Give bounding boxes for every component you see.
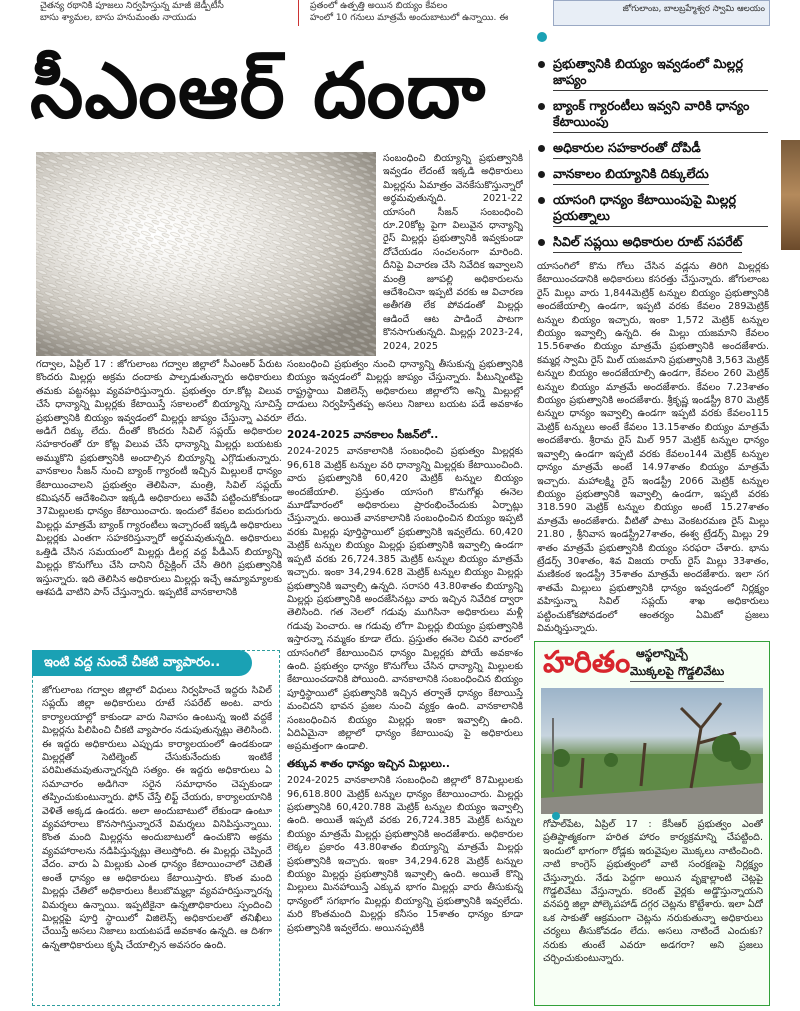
highlight-item: యాసంగి ధాన్యం కేటాయింపుపై మిల్లర్ల ప్రయత్నాలు [538, 192, 768, 227]
highlight-item: బ్యాంక్ గ్యారంటీలు ఇవ్వని వారికి ధాన్యం కేటాయింపు [538, 98, 768, 133]
top-divider [298, 0, 299, 26]
highlight-item: సివిల్ సప్లయి అధికారుల రూట్ సపరేట్ [538, 234, 768, 253]
headline: సీఎంఆర్ దందా [30, 46, 487, 135]
para-mid-1: సంబంధించి ప్రభుత్వం నుంచి ధాన్యాన్ని తీసుకున్న ప్రభుత్వానికి బియ్యం ఇవ్వడంలో మిల్లర్లు జాప్యం చేస్తున్నారు. పీటున్నింటిపై రాష్ట్రస్థాయి విజిలెన్స్ అధికారులు జిల్లాలోని అన్ని మిల్లుల్లో దాడులు నిర్వహిస్తేతప్ప అసలు నిజాలు బయట పడే అవకాశం లేదు. [287, 359, 523, 424]
highlight-item: వానకాలం బియ్యానికి దిక్కులేదు [538, 166, 768, 185]
top-mid-text: ప్రతంలో ఉత్పత్తి అయిన బియ్యం కేవలం హంలో 10 గనులు మాత్రమే అందుబాటులో ఉన్నాయి. ఈ [310, 1, 509, 23]
article-col-left: గద్వాల, ఏప్రిల్ 17 : జోగులాంబ గద్వాల జిల్లాలో సీఎంఆర్ పేరుట కొందరు మిల్లర్లు అక్రమ దందాకు పాల్పడుతున్నారు అధికారులు తమకు పట్టనట్లు వ్యవహరిస్తున్నారు. ప్రభుత్వం రూ.కోట్ల విలువ చేసే ధాన్యాన్ని మిల్లర్లకు కేటాయిస్తే సకాలంలో బియ్యాన్ని సూచిస్తే ప్రభుత్వానికి బియ్యం ఇవ్వడంలో మిల్లర్లు జాప్యం చేస్తున్నా ఎవరూ అడిగే దిక్కు లేదు. దీంతో కొందరు సివిల్ సప్లయ్ అధికారుల సహకారంతో రూ కోట్ల విలువ చేసే ధాన్యాన్ని మిల్లర్లు బయటకు అమ్ముకొని ప్రభుత్వానికి అందాల్సిన బియ్యాన్ని ఎగ్గొడుతున్నారు. వానకాలం సీజన్ నుంచి బ్యాంక్ గ్యారంటీ ఇచ్చిన మిల్లులకే ధాన్యం కేటాయించాలని ప్రభుత్వం తెలిపినా, మంత్రి, సివిల్ సప్లయ్ కమిషనర్ ఆదేశించినా ఇక్కడి అధికారులు అవేవీ పట్టించుకోకుండా 37మిల్లులకు ధాన్యం కేటాయించారు. ఇందులో కేవలం ఐదురుగురు మిల్లర్లు మాత్రమే బ్యాంక్ గ్యారంటీలు ఇచ్చారంటే ఇక్కడి అధికారులు మిల్లర్లకు ఎంతగా సహకరిస్తున్నారో అర్థమవుతున్నది. అధికారులు ఒత్తిడి చేసిన సమయంలో మిల్లర్లు డీలర్ల వద్ద పీడీఎస్ బియ్యాన్ని మిల్లర్లు కొనుగోలు చేసి దానిని రీసైక్లింగ్ చేసి తిరిగి ప్రభుత్వానికి ఇస్తున్నారు. ఇది తెలిసిన అధికారులు మిల్లర్లు ఇచ్చే ఆమ్యామ్యాలకు ఆశపడి వాటిని పాస్ చేస్తున్నారు. ఇప్పటికే వానకాలానికి [36, 359, 282, 598]
article-col-right: యాసంగిలో కొను గోలు చేసిన వడ్లను తిరిగి మిల్లర్లకు కేటాయించడానికి అధికారులు కసరత్తు చేస్తున్నారు. జోగులాంబ రైస్ మిల్లు వారు 1,844మెట్రిక్ టన్నుల బియ్యం ప్రభుత్వానికి అందజేయాల్సి ఉండగా, ఇప్పటి వరకు కేవలం 289మెట్రిక్ టన్నుల బియ్యం ఇచ్చారు, ఇంకా 1,572 మెట్రిక్ టన్నుల బియ్యం ఇవ్వాల్సి ఉన్నది. ఈ మిల్లు యజమాని కేవలం 15.56శాతం బియ్యం మాత్రమే ప్రభుత్వానికి అందజేశారు. కమ్మర్ల స్వామి రైస్ మిల్ యజమాని ప్రభుత్వానికి 3,563 మెట్రిక్ టన్నుల బియ్యం అందజేయాల్సి ఉండగా, కేవలం 260 మెట్రిక్ టన్నుల బియ్యం మాత్రమే అందజేశారు. కేవలం 7.23శాతం బియ్యం ప్రభుత్వానికి అందజేశారు. శ్రీకృష్ణ ఇండస్ట్రీ 870 మెట్రిక్ టన్నుల ధాన్యం ఇవ్వాల్సి ఉండగా ఇప్పటి వరకు కేవలం115 మెట్రిక్ టన్నులు అంటే కేవలం 13.15శాతం బియ్యం మాత్రమే అందజేశారు. శ్రీరామ రైస్ మిల్ 957 మెట్రిక్ టన్నుల ధాన్యం ఇవ్వాల్సి ఉండగా ఇప్పటి వరకు కేవలం144 మెట్రిక్ టన్నుల ధాన్యం మాత్రమే అంటే 14.97శాతం బియ్యం మాత్రమే ఇచ్చారు. మహాలక్ష్మి రైస్ ఇండస్ట్రీ 2066 మెట్రిక్ టన్నుల బియ్యం ప్రభుత్వానికి ఇవ్వాల్సి ఉండగా, ఇప్పటి వరకు 318.590 మెట్రిక్ టన్నుల బియ్యం అంటే 15.27శాతం మాత్రమే అందజేశారు. వీటితో పాటు వెంకటరమణ రైస్ మిల్లు 21.80 , శ్రీనివాస ఇండస్ట్రీ27శాతం, ఈశ్వ ట్రేడర్స్ మిల్లు 29 శాతం మాత్రమే ప్రభుత్వానికి బియ్యం సరఫరా చేశారు. భాను ట్రేడర్స్ 30శాతం, శివ విజయ రాయ్ రైస్ మిల్లు 33శాతం, మణికంఠ ఇండస్ట్రీ 35శాతం మాత్రమే అందజేశారు. ఇలా సగ శాతమే మిల్లులు ప్రభుత్వానికి ధాన్యం ఇవ్వడంలో నిర్లక్ష్యం వహిస్తున్నా సివిల్ సప్లయ్ శాఖ అధికారులు పట్టించుకోకపోవడంలో ఆంతర్యం ఏమిటో ప్రజలు విమర్శిస్తున్నారు. [537, 261, 769, 634]
top-right-image [553, 0, 770, 26]
bullet-icon [538, 145, 545, 152]
highlight-item: అధికారుల సహకారంతో దోపిడీ [538, 140, 768, 159]
trees-illustration [541, 688, 763, 814]
bullet-icon [538, 197, 545, 204]
article-col-mid-top: సంబంధించి బియ్యాన్ని ప్రభుత్వానికి ఇవ్వడం లేదంటే ఇక్కడి అధికారులు మిల్లర్లను ఏమాత్రం వెనకేసుకొస్తున్నారో అర్థమవుతున్నది. 2021-22 యాసంగి సీజన్ సంబంధించి రూ.20కోట్ల పైగా విలువైన ధాన్యాన్ని రైస్ మిల్లర్లు ప్రభుత్వానికి ఇవ్వకుండా దోచేయడం సంచలనంగా మారింది. దీనిపై విచారణ చేసి నివేదిక ఇవ్వాలని మంత్రి జూపల్లి అధికారులను ఆదేశించినా ఇప్పటి వరకు ఆ విచారణ అతీగతి లేక పోవడంతో మిల్లర్లు ఆడిందే ఆట పాడిందే పాటగా కొనసాగుతున్నది. మిల్లర్లు 2023-24, 2024, 2025 [383, 153, 523, 352]
column-rule [529, 150, 530, 640]
edge-image [781, 140, 800, 250]
green-feature-text: గోపాల్‌పేట, ఏప్రిల్ 17 : కేసీఆర్ ప్రభుత్వం ఎంతో ప్రతిష్టాత్మకంగా హరిత హారం కార్యక్రమాన్ని చేపట్టింది. ఇందులో భాగంగా రోడ్లకు ఇరువైపుల మొక్కలు నాటించింది. నాటి కాంగ్రెస్ ప్రభుత్వంలో వాటి సంరక్షణపై నిర్లక్ష్యం చేస్తున్నారు. నేడు పెద్దగా అయిన వృక్షాల్లాంటి చెట్లపై గొడ్డలివేటు వేస్తున్నారు. కరెంట్ వైర్లకు అడ్డొస్తున్నాయని వనపర్తి జిల్లా పోల్కెపహాడ్ దగ్గర చెట్లను కొట్టేశారు. ఇలా ఏదో ఒక సాకుతో ఆక్రమంగా చెట్లను నరుకుతున్నా అధికారులు చర్యలు తీసుకోవడం లేదు. అసలు నాటిందే ఎందుకు? నరుకు తుంటే ఎవరూ అడగరా? అని ప్రజలు చర్చించుకుంటున్నారు. [543, 819, 763, 965]
para-mid-3: 2024-2025 వానకాలానికి సంబంధించి జిల్లాలో 87మిల్లులకు 96,618.800 మెట్రిక్ టన్నుల ధాన్యం కేటాయించారు. మిల్లర్లు ప్రభుత్వానికి 60,420.788 మెట్రిక్ టన్నుల బియ్యం ఇవ్వాల్సి ఉంది. అయితే ఇప్పటి వరకు 26,724.385 మెట్రిక్ టన్నుల బియ్యం మాత్రమే మిల్లర్లు ప్రభుత్వానికి అందజేశారు. అధికారుల లెక్కల ప్రకారం 43.80శాతం బియ్యాన్ని మాత్రమే మిల్లర్లు ప్రభుత్వానికి ఇచ్చారు. ఇంకా 34,294.628 మెట్రిక్ టన్నుల బియ్యం మిల్లర్లు ప్రభుత్వానికి ఇవ్వాల్సి ఉంది. అయితే కొన్ని మిల్లులు మినహాయిస్తే ఎక్కువ భాగం మిల్లర్లు వారు తీసుకున్న ధాన్యంలో సగభాగం మిల్లర్లు బియ్యాన్ని ప్రభుత్వానికి ఇవ్వలేదు. మరి కొంతమంది మిల్లర్లు కనీసం 15శాతం ధాన్యం కూడా ప్రభుత్వానికి ఇవ్వలేదు. అయినప్పటికీ [287, 775, 523, 934]
felled-trees-photo [541, 688, 763, 814]
top-left-caption: చైతన్య రథానికి పూజలు నిర్వహిస్తున్న మాజీ జెడ్పీటీసీ బాసు శ్యామల, బాసు హనుమంతు నాయుడు [40, 1, 224, 23]
rice-photo [36, 152, 376, 356]
subhead-low-percent: తక్కువ శాతం ధాన్యం ఇచ్చిన మిల్లులు.. [287, 757, 450, 770]
green-feature-subtitle: మొక్కలపై గొడ్డలివేటు [630, 664, 724, 682]
bullet-icon [538, 239, 545, 246]
rice-grains-illustration [36, 152, 376, 356]
green-feature-kicker: ఆస్థలాన్నిచ్చే [636, 647, 688, 660]
bullet-icon [538, 171, 545, 178]
highlights-list [538, 56, 768, 260]
highlight-item: ప్రభుత్వానికి బియ్యం ఇవ్వడంలో మిల్లర్ల జాప్యం [538, 56, 768, 91]
sidebar-text: జోగులాంబ గద్వాల జిల్లాలో విధులు నిర్వహించే ఇద్దరు సివిల్ సప్లయ్ జిల్లా అధికారులు రూటే సపరేట్ అంట. వారు కార్యాలయాల్లో కాకుండా వారు నివాసం ఉంటున్న ఇంటి వద్దకే మిల్లర్లను పిలిపించి చీకటి వ్యాపారం నడుపుతున్నట్లు తెలిసింది. ఈ ఇద్దరు అధికారులు ఎప్పుడు కార్యాలయంలో ఉండకుండా మిల్లర్లతో సెటిల్మెంట్ చేసుకునేందుకు ఇంటికే పరిమితమవుతున్నారన్నది సత్యం. ఈ ఇద్దరు అధికారులు ఏ సమాచారం అడిగినా సరైన సమాధానం చెప్పకుండా తప్పించుకుంటున్నారు. ఫోన్ చేస్తే లిఫ్ట్ చేయరు, కార్యాలయానికి వెళితే అక్కడ ఉండరు. అలా అందుబాటులో లేకుండా ఉంటూ వ్యవహారాలు కొనసాగిస్తున్నారనే విమర్శలు వినిపిస్తున్నాయి. కొంత మంది మిల్లర్లను అందుబాటులో ఉంచుకొని అక్రమ వ్యవహారాలను నడిపిస్తున్నట్లు తెలుస్తోంది. ఈ మిల్లర్లు చెప్పిందే వేదం. వారు ఏ మిల్లుకు ఎంత ధాన్యం కేటాయించాలో చెబితే అంతే ధాన్యం ఆ అధికారులు కేటాయిస్తారు. కొంత మంది మిల్లర్లు చేతిలో అధికారులు కీలుబొమ్మల్లా వ్యవహరిస్తున్నారన్న విమర్శలు ఉన్నాయి. ఇప్పటికైనా ఉన్నతాధికారులు స్పందించి మిల్లర్లపై పూర్తి స్థాయిలో విజిలెన్స్ అధికారులతో తనిఖీలు చేయిస్తే అసలు నిజాలు బయటపడే అవకాశం ఉన్నది. ఆ దిశగా ఉన్నతాధికారులు కృషి చేయాల్సిన అవసరం ఉంది. [42, 685, 272, 951]
para-mid-2: 2024-2025 వానకాలానికి సంబంధించి ప్రభుత్వం మిల్లర్లకు 96,618 మెట్రిక్ టన్నుల వరి ధాన్యాన్ని మిల్లర్లకు కేటాయించింది. వారు ప్రభుత్వానికి 60,420 మెట్రిక్ టన్నుల బియ్యం అందజేయాలి. ప్రస్తుతం యాసంగి కొనుగోళ్లు ఈనెల మూడోవారంలో అధికారులు ప్రారంభించేందుకు ఏర్పాట్లు చేస్తున్నారు. అయితే వానకాలానికి సంబంధించిన బియ్యం ఇప్పటి వరకు మిల్లర్లు పూర్తిస్థాయిలో ప్రభుత్వానికి ఇవ్వలేదు. 60,420 మెట్రిక్ టన్నుల బియ్యం మిల్లర్లు ప్రభుత్వానికి ఇవ్వాల్సి ఉండగా ఇప్పటి వరకు 26,724.385 మెట్రిక్ టన్నుల బియ్యం మాత్రమే ఇచ్చారు. ఇంకా 34,294.628 మెట్రిక్ టన్నుల బియ్యం మిల్లర్లు ప్రభుత్వానికి ఇవ్వాల్సి ఉన్నది. సరాసరి 43.80శాతం బియ్యాన్ని మిల్లర్లు ప్రభుత్వానికి అందజేసినట్లు వారు ఇచ్చిన నివేదిక ద్వారా తెలిసింది. గత నెలలో గడువు ముగిసినా అధికారులు మళ్లీ గడువు పెంచారు. ఆ గడువు లోగా మిల్లర్లు బియ్యం ప్రభుత్వానికి ఇస్తారన్నా నమ్మకం కూడా లేదు. ప్రస్తుతం ఈనెల చివరి వారంలో యాసంగిలో కేటాయించిన ధాన్యం మిల్లర్లకు పోయే అవకాశం ఉంది. ప్రభుత్వం ధాన్యం కొనుగోలు చేసిన ధాన్యాన్ని మిల్లులకు కేటాయించడానికి పోయింది. వానకాలానికి సంబంధించిన బియ్యం పూర్తిస్థాయిలో ప్రభుత్వానికి ఇచ్చిన తర్వాతే ధాన్యం కేటాయిస్తే మంచిదని భావన ప్రజల నుంచి వ్యక్తం ఉంది. వానకాలానికి సంబంధించిన బియ్యం మిల్లర్లు ఇంకా ఇవ్వాల్సి ఉంది. ఏదిఏమైనా జిల్లాలో ధాన్యం కేటాయింపు పై అధికారులు అప్రమత్తంగా ఉండాలి. [287, 446, 523, 753]
article-col-mid [287, 358, 523, 1006]
bullet-icon [538, 61, 545, 68]
sidebar-title: ఇంటి వద్ద నుంచే చీకటి వ్యాపారం.. [32, 650, 252, 676]
edge-text [781, 290, 800, 440]
marker-icon [537, 32, 547, 42]
subhead-kharif: 2024-2025 వానకాలం సీజన్‌లో.. [287, 429, 439, 442]
green-feature-title: హరితం [543, 645, 631, 680]
bullet-icon [538, 103, 545, 110]
top-right-caption: జోగులాంబ, బాలబ్రహ్మేశ్వర స్వామి ఆలయం [622, 4, 765, 14]
